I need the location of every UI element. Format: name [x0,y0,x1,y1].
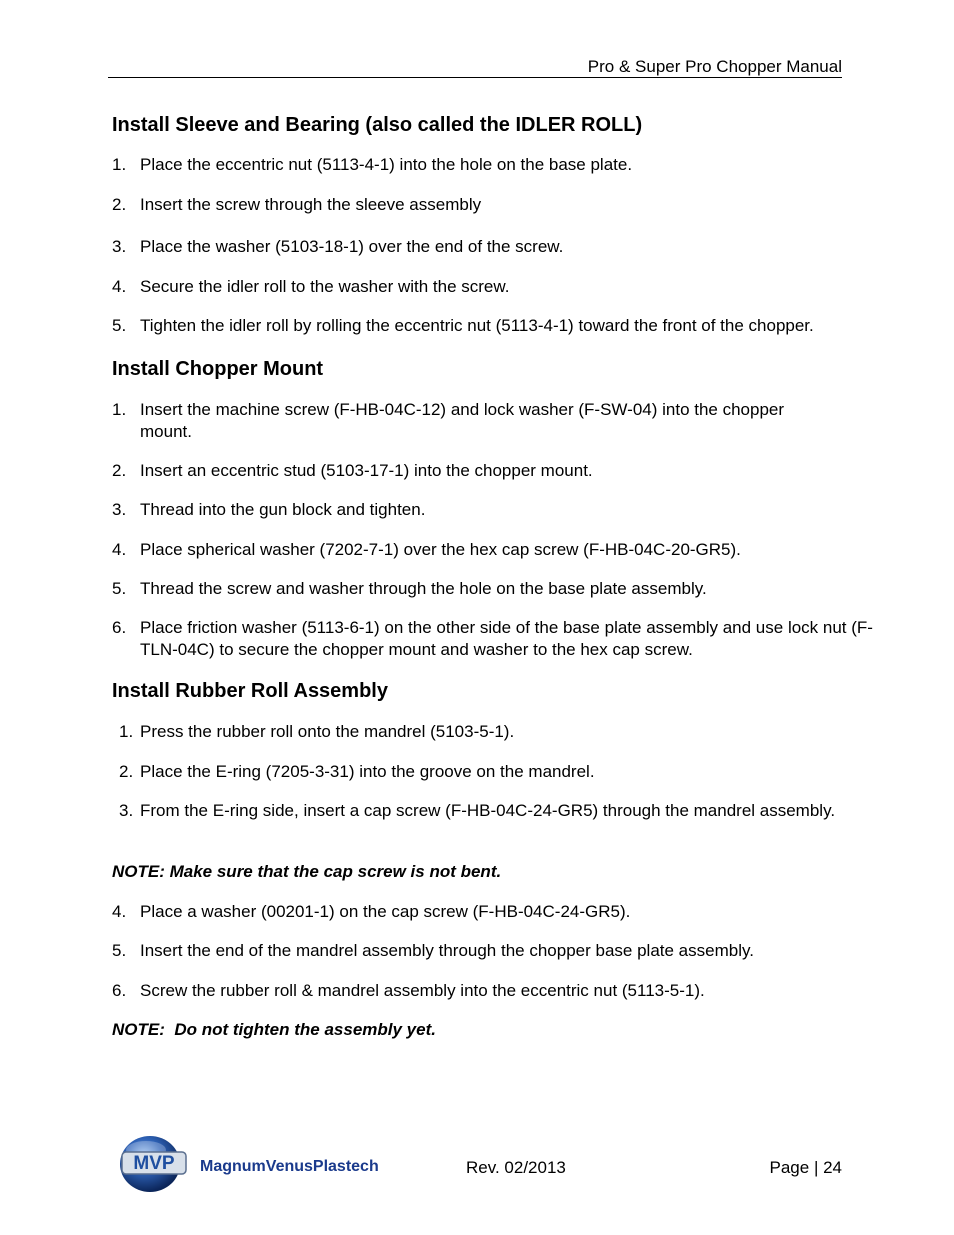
list-item-number: 1. [119,722,134,741]
list-item-number: 5. [112,941,127,960]
list-item-text: Place the washer (5103-18-1) over the end of the screw. [140,237,564,256]
list-item-text: Thread into the gun block and tighten. [140,500,426,519]
mvp-logo-icon [112,1130,412,1194]
list-item-number: 6. [112,618,127,637]
list-item-text: From the E-ring side, insert a cap screw (F-HB-04C-24-GR5) through the mandrel assembly. [140,801,836,820]
list-item-number: 4. [112,902,127,921]
list-item-number: 5. [112,316,127,335]
section-heading-idler-roll: Install Sleeve and Bearing (also called the IDLER ROLL) [112,114,643,136]
list-item-number: 5. [112,579,127,598]
list-item-number: 4. [112,540,127,559]
note-do-not-tighten: NOTE: Do not tighten the assembly yet. [112,1020,436,1039]
list-item-text: Place the eccentric nut (5113-4-1) into the hole on the base plate. [140,155,633,174]
running-header-title: Pro & Super Pro Chopper Manual [587,57,842,76]
list-item-text: Insert the screw through the sleeve assembly [140,195,482,214]
list-item-number: 3. [119,801,134,820]
list-item-text: Secure the idler roll to the washer with the screw. [140,277,510,296]
list-item-number: 3. [112,237,127,256]
list-item-text: Insert an eccentric stud (5103-17-1) into the chopper mount. [140,461,593,480]
list-item-text: Place a washer (00201-1) on the cap screw (F-HB-04C-24-GR5). [140,902,631,921]
list-item-text: Insert the machine screw (F-HB-04C-12) and lock washer (F-SW-04) into the chopper mount. [140,400,785,441]
list-item-text: Place the E-ring (7205-3-31) into the groove on the mandrel. [140,762,595,781]
list-item-number: 1. [112,155,127,174]
list-item-text: Insert the end of the mandrel assembly through the chopper base plate assembly. [140,941,754,960]
note-cap-screw: NOTE: Make sure that the cap screw is not bent. [112,862,502,881]
revision-date: Rev. 02/2013 [466,1158,566,1177]
section-heading-chopper-mount: Install Chopper Mount [112,358,324,380]
section-heading-rubber-roll: Install Rubber Roll Assembly [112,680,388,702]
logo-company-name: MagnumVenusPlastech [200,1158,379,1175]
list-item-number: 1. [112,400,127,419]
list-item-text: Tighten the idler roll by rolling the eccentric nut (5113-4-1) toward the front of the chopper. [140,316,814,335]
list-item-number: 6. [112,981,127,1000]
list-item-text: Press the rubber roll onto the mandrel (5103-5-1). [140,722,515,741]
list-item-text: Thread the screw and washer through the hole on the base plate assembly. [140,579,707,598]
list-item-text: Place spherical washer (7202-7-1) over the hex cap screw (F-HB-04C-20-GR5). [140,540,741,559]
list-item-number: 2. [119,762,134,781]
company-logo [112,1130,412,1194]
header-rule [108,77,842,78]
page-number: Page | 24 [769,1158,842,1177]
logo-mark-text: MVP [133,1153,175,1174]
list-item-number: 3. [112,500,127,519]
list-item-text: Place friction washer (5113-6-1) on the other side of the base plate assembly and use lock nut (F-TLN-04C) to secure the chopper mount and washer to the hex cap screw. [140,618,873,659]
list-item-text: Screw the rubber roll & mandrel assembly into the eccentric nut (5113-5-1). [140,981,705,1000]
list-item-number: 4. [112,277,127,296]
list-item-number: 2. [112,461,127,480]
list-item-number: 2. [112,195,127,214]
